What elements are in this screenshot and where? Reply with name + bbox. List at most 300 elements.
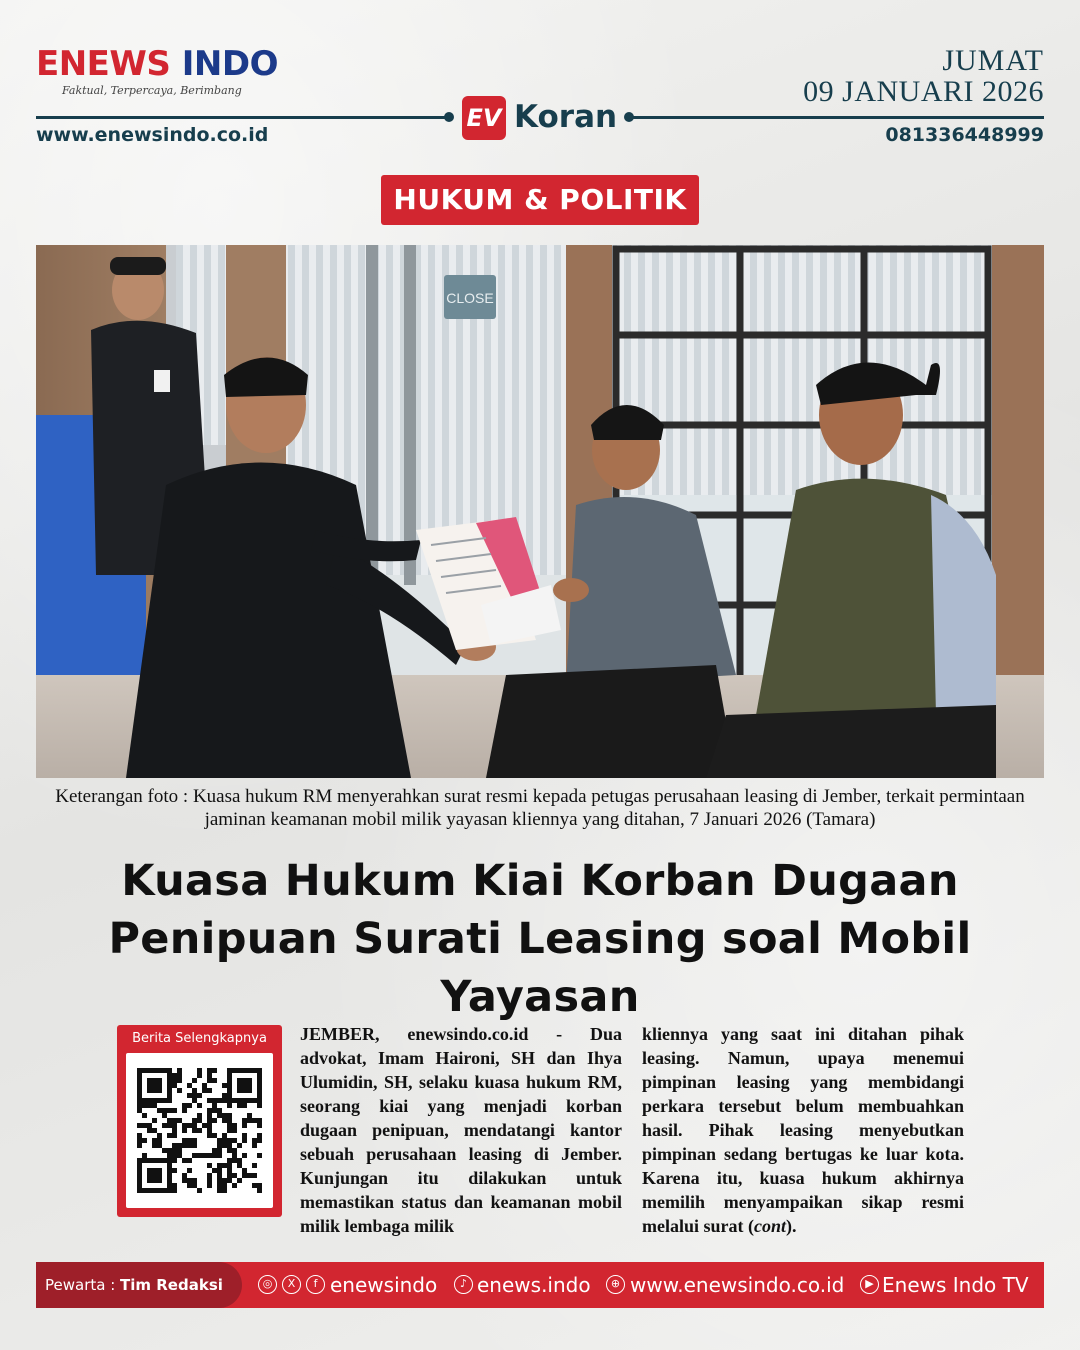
qr-module [237,1158,242,1163]
qr-module [152,1178,157,1183]
qr-module [217,1183,222,1188]
qr-module [227,1148,232,1153]
qr-module [242,1133,247,1138]
qr-module [167,1093,172,1098]
qr-module [177,1073,182,1078]
qr-module [227,1093,232,1098]
qr-module [227,1103,232,1108]
qr-module [157,1098,162,1103]
qr-module [252,1138,257,1143]
qr-module [187,1083,192,1088]
ev-logo-icon: EV [462,96,506,140]
qr-module [137,1068,142,1073]
qr-module [187,1178,192,1183]
qr-module [157,1083,162,1088]
qr-module [242,1173,247,1178]
qr-card[interactable] [117,1025,282,1217]
qr-module [247,1113,252,1118]
header-phone: 081336448999 [885,124,1044,146]
qr-module [257,1073,262,1078]
qr-module [192,1098,197,1103]
qr-module [242,1078,247,1083]
qr-module [242,1098,247,1103]
qr-module [222,1183,227,1188]
qr-module [177,1078,182,1083]
qr-module [172,1073,177,1078]
section-badge: HUKUM & POLITIK [381,175,699,225]
qr-module [167,1173,172,1178]
qr-module [172,1168,177,1173]
qr-module [207,1128,212,1133]
qr-module [167,1153,172,1158]
qr-module [172,1188,177,1193]
qr-module [187,1123,192,1128]
qr-module [232,1138,237,1143]
qr-module [257,1098,262,1103]
qr-module [212,1103,217,1108]
qr-module [147,1173,152,1178]
qr-module [252,1118,257,1123]
qr-module [247,1083,252,1088]
qr-module [147,1068,152,1073]
qr-module [212,1153,217,1158]
qr-module [217,1188,222,1193]
qr-module [152,1138,157,1143]
qr-module [192,1093,197,1098]
qr-module [137,1143,142,1148]
qr-module [197,1113,202,1118]
tiktok-handle[interactable]: enews.indo [477,1273,591,1297]
qr-module [167,1168,172,1173]
qr-module [182,1158,187,1163]
qr-module [227,1163,232,1168]
qr-module [162,1068,167,1073]
qr-module [167,1178,172,1183]
qr-module [207,1078,212,1083]
qr-module [207,1088,212,1093]
qr-module [242,1083,247,1088]
qr-module [162,1098,167,1103]
qr-module [162,1148,167,1153]
qr-module [152,1078,157,1083]
qr-module [237,1088,242,1093]
qr-module [217,1098,222,1103]
facebook-icon[interactable]: f [306,1275,325,1294]
tiktok-icon[interactable]: ♪ [454,1275,473,1294]
qr-module [197,1103,202,1108]
qr-card-title: Berita Selengkapnya [132,1031,267,1046]
qr-module [257,1123,262,1128]
qr-module [197,1153,202,1158]
qr-module [247,1173,252,1178]
qr-module [222,1188,227,1193]
qr-module [157,1143,162,1148]
qr-module [167,1148,172,1153]
header-rule-left-cap [444,112,454,122]
globe-icon[interactable]: ⊕ [606,1275,625,1294]
qr-module [152,1128,157,1133]
qr-module [232,1158,237,1163]
qr-module [137,1188,142,1193]
edition-label: Koran [514,99,618,135]
qr-module [152,1068,157,1073]
qr-module [227,1123,232,1128]
qr-module [227,1118,232,1123]
qr-module [237,1103,242,1108]
qr-module [137,1093,142,1098]
qr-module [147,1098,152,1103]
qr-module [137,1123,142,1128]
qr-module [167,1078,172,1083]
qr-module [232,1183,237,1188]
qr-module [212,1078,217,1083]
qr-module [222,1083,227,1088]
qr-module [242,1138,247,1143]
qr-module [207,1118,212,1123]
qr-module [192,1128,197,1133]
qr-module [162,1123,167,1128]
qr-module [242,1168,247,1173]
qr-module [242,1153,247,1158]
qr-module [222,1113,227,1118]
article-column-1: JEMBER, enewsindo.co.id - Dua advokat, Imam Haironi, SH dan Ihya Ulumidin, SH, selaku kuasa hukum RM, seorang kiai yang menjadi korban dugaan penipuan, mendatangi kantor sebuah perusahaan leasing di Jember. Kunjungan itu dilakukan untuk memastikan status dan keamanan mobil milik lembaga milik [300,1024,622,1236]
qr-module [197,1128,202,1133]
qr-module [182,1128,187,1133]
qr-module [227,1083,232,1088]
qr-module [257,1138,262,1143]
qr-module [192,1153,197,1158]
qr-module [232,1153,237,1158]
qr-module [227,1178,232,1183]
qr-module [227,1088,232,1093]
news-photo [36,245,1044,778]
qr-module [147,1088,152,1093]
qr-module [237,1078,242,1083]
qr-module [167,1083,172,1088]
qr-module [167,1108,172,1113]
qr-module [257,1083,262,1088]
qr-module [207,1073,212,1078]
qr-module [137,1138,142,1143]
qr-module [252,1183,257,1188]
qr-module [217,1108,222,1113]
qr-module [147,1168,152,1173]
qr-module [212,1133,217,1138]
qr-module [187,1093,192,1098]
qr-module [237,1178,242,1183]
qr-module [207,1183,212,1188]
qr-module [172,1128,177,1133]
qr-module [232,1098,237,1103]
social-handle[interactable]: enewsindo [330,1273,438,1297]
header-rule-right [632,116,1044,119]
qr-module [177,1068,182,1073]
qr-module [182,1123,187,1128]
qr-module [172,1183,177,1188]
qr-module [167,1123,172,1128]
qr-module [137,1168,142,1173]
qr-module [197,1188,202,1193]
qr-module [157,1078,162,1083]
qr-module [227,1113,232,1118]
qr-module [217,1113,222,1118]
qr-module [147,1158,152,1163]
qr-module [212,1098,217,1103]
qr-module [177,1143,182,1148]
qr-module [147,1188,152,1193]
qr-module [157,1158,162,1163]
qr-module [207,1153,212,1158]
qr-module [167,1183,172,1188]
qr-module [227,1138,232,1143]
qr-module [137,1088,142,1093]
instagram-icon[interactable]: ◎ [258,1275,277,1294]
qr-module [152,1118,157,1123]
footer-website[interactable]: www.enewsindo.co.id [630,1273,845,1297]
qr-module [162,1188,167,1193]
qr-module [152,1098,157,1103]
qr-module [167,1098,172,1103]
qr-module [137,1178,142,1183]
qr-module [232,1128,237,1133]
qr-module [142,1123,147,1128]
issue-date-full: 09 JANUARI 2026 [803,75,1044,108]
qr-module [172,1118,177,1123]
qr-module [152,1158,157,1163]
qr-module [207,1178,212,1183]
qr-module [147,1178,152,1183]
qr-module [137,1108,142,1113]
qr-module [227,1168,232,1173]
qr-module [167,1133,172,1138]
qr-module [222,1143,227,1148]
qr-module [257,1188,262,1193]
qr-module [202,1083,207,1088]
qr-module [257,1183,262,1188]
qr-module [137,1133,142,1138]
qr-module [147,1123,152,1128]
qr-module [242,1123,247,1128]
qr-module [247,1068,252,1073]
qr-module [167,1188,172,1193]
qr-module [197,1093,202,1098]
qr-module [247,1078,252,1083]
header-website: www.enewsindo.co.id [36,124,269,146]
qr-module [177,1153,182,1158]
qr-module [217,1143,222,1148]
qr-module [202,1153,207,1158]
qr-module [207,1173,212,1178]
qr-module [157,1178,162,1183]
qr-module [182,1108,187,1113]
qr-module [212,1108,217,1113]
qr-module [167,1088,172,1093]
qr-module [192,1078,197,1083]
qr-module [212,1118,217,1123]
qr-module [137,1173,142,1178]
qr-module [232,1068,237,1073]
qr-module [182,1178,187,1183]
qr-module [162,1113,167,1118]
qr-module [192,1123,197,1128]
qr-module [167,1068,172,1073]
qr-module [142,1158,147,1163]
qr-module [157,1088,162,1093]
qr-module [187,1103,192,1108]
qr-module [257,1093,262,1098]
qr-module [142,1188,147,1193]
qr-module [257,1078,262,1083]
qr-module [182,1143,187,1148]
youtube-channel[interactable]: Enews Indo TV [882,1273,1029,1297]
qr-module [172,1083,177,1088]
qr-module [237,1083,242,1088]
qr-module [152,1143,157,1148]
x-icon[interactable]: X [282,1275,301,1294]
qr-module [142,1103,147,1108]
qr-module [172,1123,177,1128]
qr-module [207,1163,212,1168]
qr-module [192,1143,197,1148]
qr-module [207,1098,212,1103]
qr-module [157,1188,162,1193]
qr-module [167,1118,172,1123]
qr-module [172,1133,177,1138]
qr-module [137,1098,142,1103]
qr-module [217,1148,222,1153]
qr-module [237,1098,242,1103]
qr-module [217,1153,222,1158]
qr-module [192,1118,197,1123]
qr-module [247,1088,252,1093]
qr-module [192,1138,197,1143]
reporter-credit: Pewarta : Tim Redaksi [36,1262,242,1308]
qr-module [152,1168,157,1173]
qr-module [232,1148,237,1153]
brand-logo [36,44,296,104]
qr-module [137,1078,142,1083]
qr-module [217,1173,222,1178]
qr-module [157,1138,162,1143]
news-photo-illustration [36,245,1044,778]
brand-name: ENEWS INDO [36,44,278,84]
qr-module [172,1158,177,1163]
photo-caption: Keterangan foto : Kuasa hukum RM menyerahkan surat resmi kepada petugas perusahaan leasing di Jember, terkait permintaan jaminan keamanan mobil milik yayasan kliennya yang ditahan, 7 Januari 2026 (Tamara) [55,786,1025,830]
qr-module [197,1073,202,1078]
qr-module [207,1133,212,1138]
qr-module [137,1183,142,1188]
qr-module [212,1068,217,1073]
qr-module [142,1098,147,1103]
qr-module [142,1153,147,1158]
qr-module [227,1073,232,1078]
qr-module [147,1103,152,1108]
qr-module [147,1078,152,1083]
qr-module [222,1178,227,1183]
qr-module [217,1163,222,1168]
qr-module [257,1153,262,1158]
qr-module [222,1133,227,1138]
qr-module [192,1183,197,1188]
qr-module [142,1138,147,1143]
qr-module [152,1173,157,1178]
qr-module [192,1088,197,1093]
qr-module [182,1138,187,1143]
qr-module [237,1163,242,1168]
qr-module [162,1108,167,1113]
qr-module [252,1098,257,1103]
qr-module [202,1088,207,1093]
qr-module [237,1068,242,1073]
youtube-icon[interactable]: ▶ [860,1275,879,1294]
qr-module [202,1123,207,1128]
qr-module [157,1173,162,1178]
qr-module [257,1118,262,1123]
qr-module [157,1108,162,1113]
qr-module [227,1098,232,1103]
qr-module [152,1188,157,1193]
qr-module [247,1098,252,1103]
qr-module [147,1083,152,1088]
qr-module [207,1068,212,1073]
qr-module [227,1128,232,1133]
qr-code-graphic [126,1053,273,1208]
qr-module [137,1103,142,1108]
qr-module [172,1143,177,1148]
close-sign: CLOSE [446,290,494,306]
qr-module [222,1098,227,1103]
issue-day: JUMAT [942,44,1044,77]
qr-module [172,1108,177,1113]
qr-module [227,1173,232,1178]
qr-module [242,1118,247,1123]
qr-module [187,1183,192,1188]
qr-module [152,1088,157,1093]
qr-module [217,1168,222,1173]
qr-module [222,1118,227,1123]
qr-module [197,1118,202,1123]
qr-module [177,1118,182,1123]
qr-code-icon[interactable] [126,1053,273,1208]
qr-module [252,1143,257,1148]
qr-module [152,1083,157,1088]
qr-module [167,1158,172,1163]
qr-module [187,1158,192,1163]
header-rule-right-cap [624,112,634,122]
qr-module [142,1068,147,1073]
qr-module [252,1163,257,1168]
qr-module [242,1103,247,1108]
qr-module [147,1128,152,1133]
article-column-2: kliennya yang saat ini ditahan pihak leasing. Namun, upaya menemui pimpinan leasing yang membidangi perkara tersebut belum membuahkan hasil. Pihak leasing menyebutkan pimpinan sedang bertugas ke luar kota. Karena itu, kuasa hukum akhirnya memilih menyampaikan sikap resmi melalui surat (cont). [642,1024,964,1236]
qr-module [137,1073,142,1078]
qr-module [227,1143,232,1148]
qr-module [152,1103,157,1108]
issue-date [724,46,1044,108]
qr-module [182,1173,187,1178]
qr-module [172,1153,177,1158]
qr-module [237,1143,242,1148]
qr-module [177,1088,182,1093]
qr-module [242,1088,247,1093]
qr-module [232,1173,237,1178]
qr-module [212,1168,217,1173]
qr-module [157,1133,162,1138]
qr-module [232,1123,237,1128]
qr-module [187,1143,192,1148]
qr-module [162,1158,167,1163]
qr-module [207,1113,212,1118]
